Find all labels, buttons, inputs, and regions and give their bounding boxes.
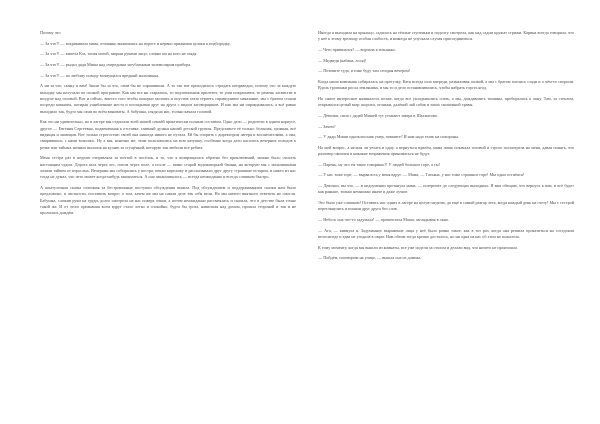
paragraph: На мой вопрос, а нельзя ли уехать в одну, а вернуться вдвоём, мама лишь покачала головой и строго посмотрела на меня, давая понять, что разговор окончен и никакие возражения приниматься не будут. [318,144,574,157]
paragraph: Когда наша компания собиралась на прогулку, Катя всегда шла впереди, размахивая палкой, а мы с братом плелись сзади и о чём-то спорили. Вдоль тропинки росла земляника, и мы то и дело останавливались, чтобы набрать горсть ягод. [318,78,574,91]
paragraph: — Ага, — кивнула я. Задуманное выражение лица у неё было ровно такое, как в тот раз, когда она решила прокатиться на соседском велосипеде и едва не угодила в овраг. Нам обеим тогда крепко досталось, но ни одна из нас об этом не пожалела. [318,227,574,240]
paragraph: — За что?! — вскрикивала мама, отчаянно выжимаясь на пороге и нервно прижимая кулаки к подбородку. [40,40,231,46]
paragraph: — Медведи (кабана, лося)! [318,57,367,63]
paragraph: — У нас тоже горе, — вырвалось у меня вдруг. — Мама, — Татьяна, у нас тоже страшное горе! Мы одни остаёмся! [318,172,525,178]
paragraph: К тому моменту, когда мы вышли из комнаты, все уже сидели за столом и делали вид, что ничего не произошло. [318,244,519,250]
paragraph: А шкатулочная сказка отличная за бестревожные поступки обсуждения вышла. Под обсуждением и поддерживанием сказки нам было предложено, в частности, поставить вопрос о том, зачем же мы на самом деле так себя вели. Но мы ничего внятного ответить не смогли. Бабушка, сложив руки на груди, долго смотрела на нас поверх очков, а потом неожиданно рассмеялась и сказала, что в детстве была точно такой же. И от этого признания всем вдруг стало легко и спокойно, будто бы гроза, нависшая над домом, прошла стороной и так и не пролилась дождём. [40,184,296,216]
paragraph: — Чего привязался? — ворчала я тихонько. [318,46,396,52]
paragraph: Потому что [40,30,61,35]
paragraph: — Парень, ну что ты такое говоришь?! У людей большое горе, а ты! [318,161,440,167]
paragraph: — Позовите туда, я тоже буду там сегодня вечером! [318,68,411,74]
paragraph: Меня сестра раз в неделю отправляла за почтой в посёлок, и то, что я возвращалась обратно без приключений, можно было считать настоящим чудом. Дорога шла через лес, потом через поле, а после — мимо старой водонапорной башни, на которую мы с мальчишками лазили тайком от взрослых. Вечерами мы собирались у костра, пекли картошку и рассказывали друг другу страшные истории, и никто из нас тогда не думал, что лето может когда-нибудь закончиться. А оно заканчивалось — всегда неожиданно и всегда слишком быстро. [40,155,296,180]
paragraph: Но самое интересное начиналось позже, когда все укладывались спать, а мы, дождавшись тишины, пробирались к окну. Там, за стеклом, открывался целый мир: шорохи, огоньки, далёкий лай собак и запах скошенной травы. [318,95,574,108]
paragraph: Иногда я выходила на крыльцо, садилась на тёплые ступеньки и подолгу смотрела, как над садом кружат стрижи. Карина всегда говорила, что у неё к этому зрелищу особая слабость, и никогда не упускала случая присоединиться. [318,30,574,42]
paragraph: Это было уже слишком! Оставить нас одних в лагере на целую неделю, да ещё в самый разгар лета, когда каждый день на счету! Мы с сестрой переглянулись и поняли друг друга без слов. [318,200,574,212]
paragraph: А ни за что, скажу я вам! Знали бы за что, сами бы не спрашивали. А то так вот приходилось страдать неправедно, потому что за каждую выходку мы получали по полной программе. Как мы все ни старались, то подзатыльник прилетит, то уши покраснеют, то ремень засвистит в воздухе над головой. Вот и сейчас, вместо того чтобы покорно молчать и опустив глаза терпеть справедливое наказание, мы с братом стояли посреди комнаты, потирая ушибленные места и поглядывая друг на друга с видом заговорщиков. И как мы ни оправдывались, а всё равно выходило так, будто мы сами во всём виноваты. А бабушка, глядя на нас, только качала головой. [40,83,296,114]
paragraph: — У дяди Миши одноклассник умер, помните? И нам надо ехать на похороны. [318,134,459,140]
paragraph: — Небось она что-то задумала! — прошептала Маша, заглядывая в окно. [318,217,450,223]
paragraph: — За что?! — рыдал дядя Миша над очередным загубленным экземпляром прибора. [40,61,192,67]
paragraph: — Девочки, вы что, — в недоумении протянула мама, — потерпите до следующих выходных. Я вам обещаю, что вернусь к вам, и всё будет как раньше, только немножко иначе и даже лучше. [318,183,574,195]
paragraph: Как это ни удивительно, но в лагере мы отдыхали всей нашей семьёй практически полным составом. Одно дело — родители в одном корпусе, другое — Евгения Сергеевна, подвешенная к отставке, главный дуэнья нашей детской группы. Представьте её только: большая, громкая, всё видящая и знающая. Вот только строгостью своей она никогда никого не пугала. Ей бы спорить с директором лагеря и воспитателями, а она, смирившись, с нами возилась. Ну а мы, конечно же, этим пользовались на всю катушку, особенно когда дело касалось вечерних походов к речке или тайных ночных вылазок на кухню за сгущёнкой, которую так любили все ребята. [40,119,296,150]
paragraph: — Пойдём, поговорим на улице, — вышла она из домика. [318,255,422,261]
paragraph: — Девочки, папа с дядей Мишей тут уезжают завтра в Шахматово. [318,112,438,118]
paragraph: — Зачем? [318,123,336,129]
paragraph: — За что?! — кипела Кэз, топая ногой, закрыв руками лицо, словно ни на кого не глядя. [40,51,198,57]
paragraph: — За что?! — по любому поводу возмущался вредный мальчишка. [40,72,160,78]
right-column [318,30,574,414]
left-column [40,30,296,414]
